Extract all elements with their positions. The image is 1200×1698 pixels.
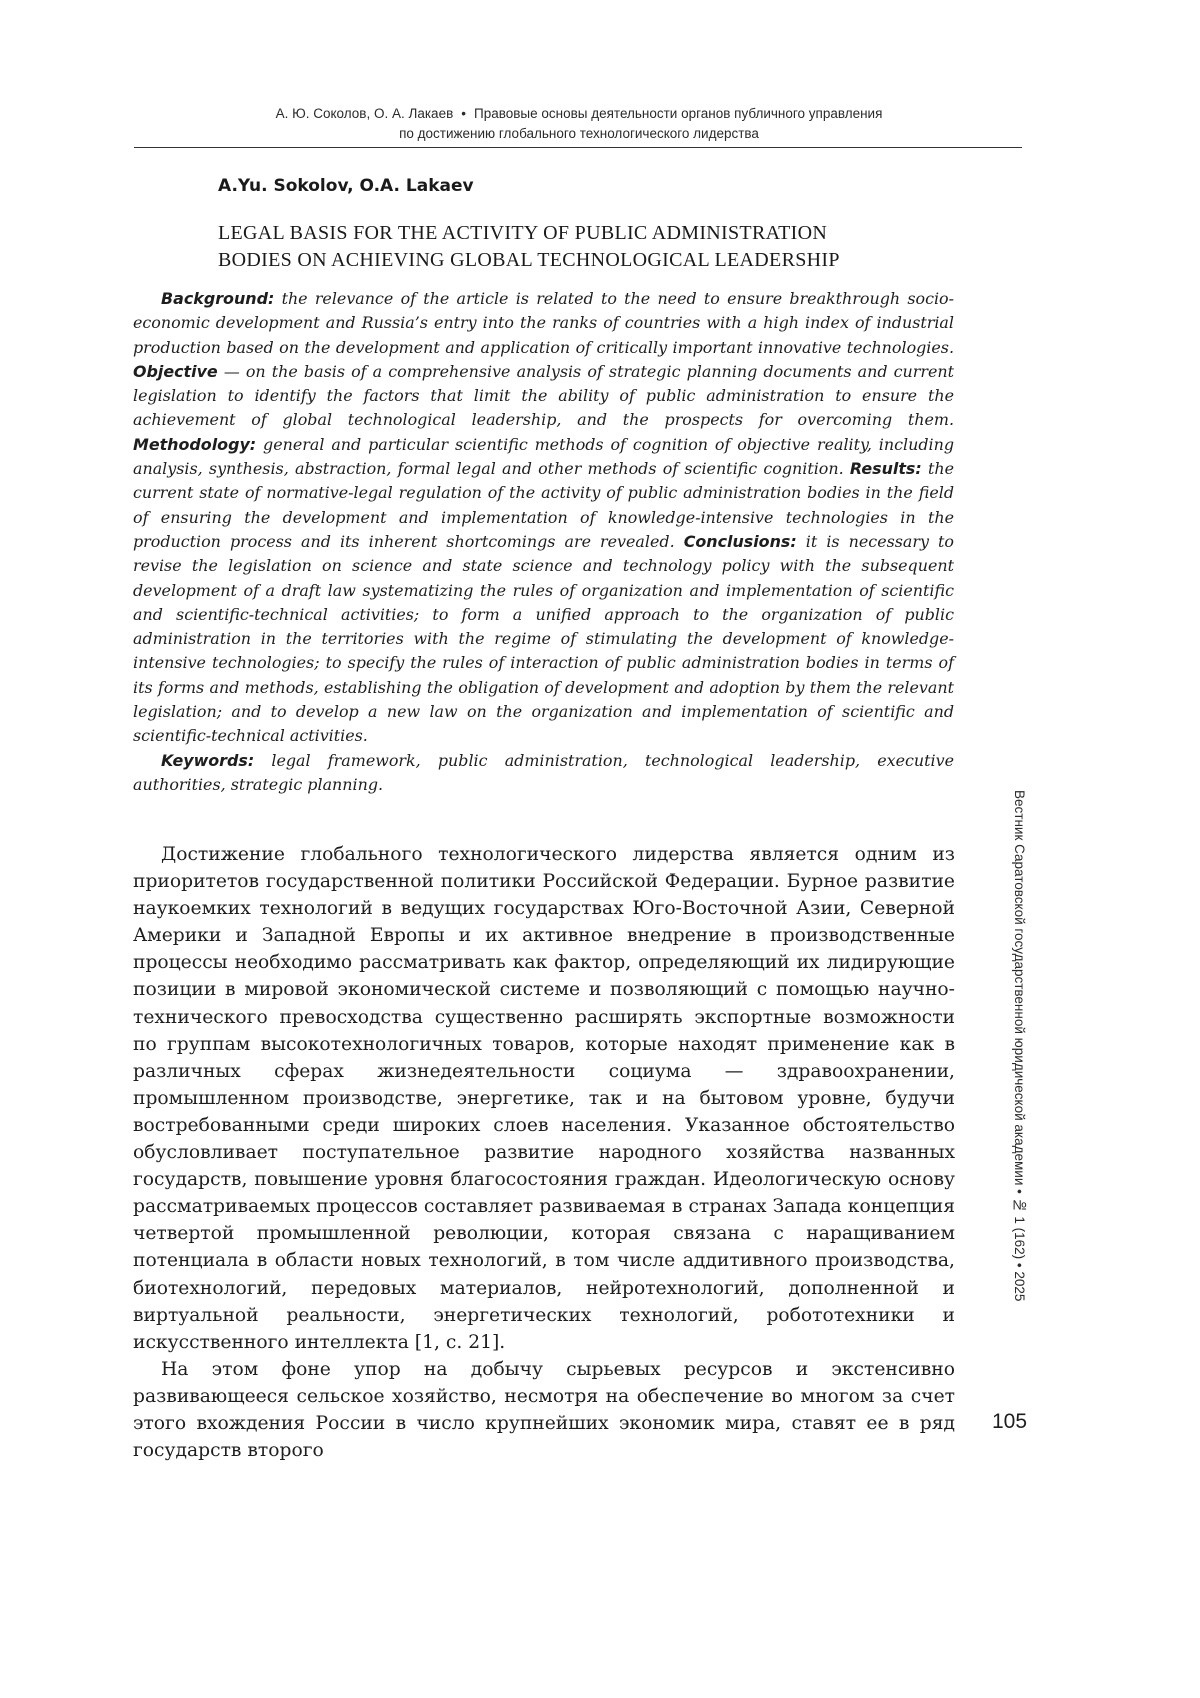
background-label: Background: xyxy=(161,289,274,308)
abstract xyxy=(133,287,954,797)
header-rule xyxy=(134,147,1022,148)
body-paragraph-1: Достижение глобального технологического лидерства является одним из приоритетов государственной политики Российской Федерации. Бурное развитие наукоемких технологий в ведущих государствах Юго-Восточной Азии, Северной Америки и Западной Европы и их активное внедрение в производственные процессы необходимо рассматривать как фактор, определяющий их лидирующие позиции в мировой экономической системе и позволяющий с помощью научно-технического превосходства существенно расширять экспортные возможности по группам высокотехнологичных товаров, которые находят применение как в различных сферах жизнедеятельности социума — здравоохранении, промышленном производстве, энергетике, так и на бытовом уровне, будучи востребованными среди широких слоев населения. Указанное обстоятельство обусловливает поступательное развитие народного хозяйства названных государств, повышение уровня благосостояния граждан. Идеологическую основу рассматриваемых процессов составляет развиваемая в странах Запада концепция четвертой промышленной революции, которая связана с наращиванием потенциала в области новых технологий, в том числе аддитивного производства, биотехнологий, передовых материалов, нейротехнологий, дополненной и виртуальной реальности, энергетических технологий, робототехники и искусственного интеллекта [1, с. 21]. xyxy=(133,841,955,1356)
keywords-label: Keywords: xyxy=(161,751,254,770)
running-head-line1 xyxy=(134,104,1024,124)
conclusions-label: Conclusions: xyxy=(684,532,797,551)
article-title-line2: BODIES ON ACHIEVING GLOBAL TECHNOLOGICAL LEADERSHIP xyxy=(218,247,938,274)
running-head xyxy=(134,104,1024,144)
objective-text: — on the basis of a comprehensive analysis of strategic planning documents and current legislation to identify the factors that limit the ability of public administration to ensure the achievement of global technological leadership, and the prospects for overcoming them. xyxy=(133,362,954,430)
methodology-text: general and particular scientific methods of cognition of objective reality, including analysis, synthesis, abstraction, formal legal and other methods of scientific cognition. xyxy=(133,435,954,478)
article-title-line1: LEGAL BASIS FOR THE ACTIVITY OF PUBLIC ADMINISTRATION xyxy=(218,220,938,247)
running-head-title-line2: по достижению глобального технологического лидерства xyxy=(134,124,1024,144)
keywords-text: legal framework, public administration, technological leadership, executive authorities, strategic planning. xyxy=(133,751,954,794)
objective-label: Objective xyxy=(133,362,218,381)
running-head-title-line1: Правовые основы деятельности органов публичного управления xyxy=(474,106,882,121)
keywords-paragraph xyxy=(133,749,954,798)
running-head-authors: А. Ю. Соколов, О. А. Лакаев xyxy=(276,106,454,121)
page-number: 105 xyxy=(992,1410,1027,1434)
running-head-separator: • xyxy=(461,106,466,121)
article-title xyxy=(218,220,938,274)
article-authors: A.Yu. Sokolov, O.A. Lakaev xyxy=(218,176,474,196)
abstract-paragraph xyxy=(133,287,954,749)
body-paragraph-2: На этом фоне упор на добычу сырьевых ресурсов и экстенсивно развивающееся сельское хозяйство, несмотря на обеспечение во многом за счет этого вхождения России в число крупнейших экономик мира, ставят ее в ряд государств второго xyxy=(133,1356,955,1464)
methodology-label: Methodology: xyxy=(133,435,256,454)
results-label: Results: xyxy=(850,459,922,478)
results-text: the current state of normative-legal regulation of the activity of public administration bodies in the field of ensuring the development and implementation of knowledge-intensive technologies in the production process and its inherent shortcomings are revealed. xyxy=(133,459,954,551)
conclusions-text: it is necessary to revise the legislation on science and state science and technology policy with the subsequent development of a draft law systematizing the rules of organization and implementation of scientific and scientific-technical activities; to form a unified approach to the organization of public administration in the territories with the regime of stimulating the development of knowledge-intensive technologies; to specify the rules of interaction of public administration bodies in terms of its forms and methods, establishing the obligation of development and adoption by them the relevant legislation; and to develop a new law on the organization and implementation of scientific and scientific-technical activities. xyxy=(133,532,954,745)
background-text: the relevance of the article is related to the need to ensure breakthrough socio-economic development and Russia’s entry into the ranks of countries with a high index of industrial production based on the development and application of critically important innovative technologies. xyxy=(133,289,954,357)
journal-side-label: Вестник Саратовской государственной юридической академии • № 1 (162) • 2025 xyxy=(1012,790,1027,1301)
body-text xyxy=(133,841,955,1464)
